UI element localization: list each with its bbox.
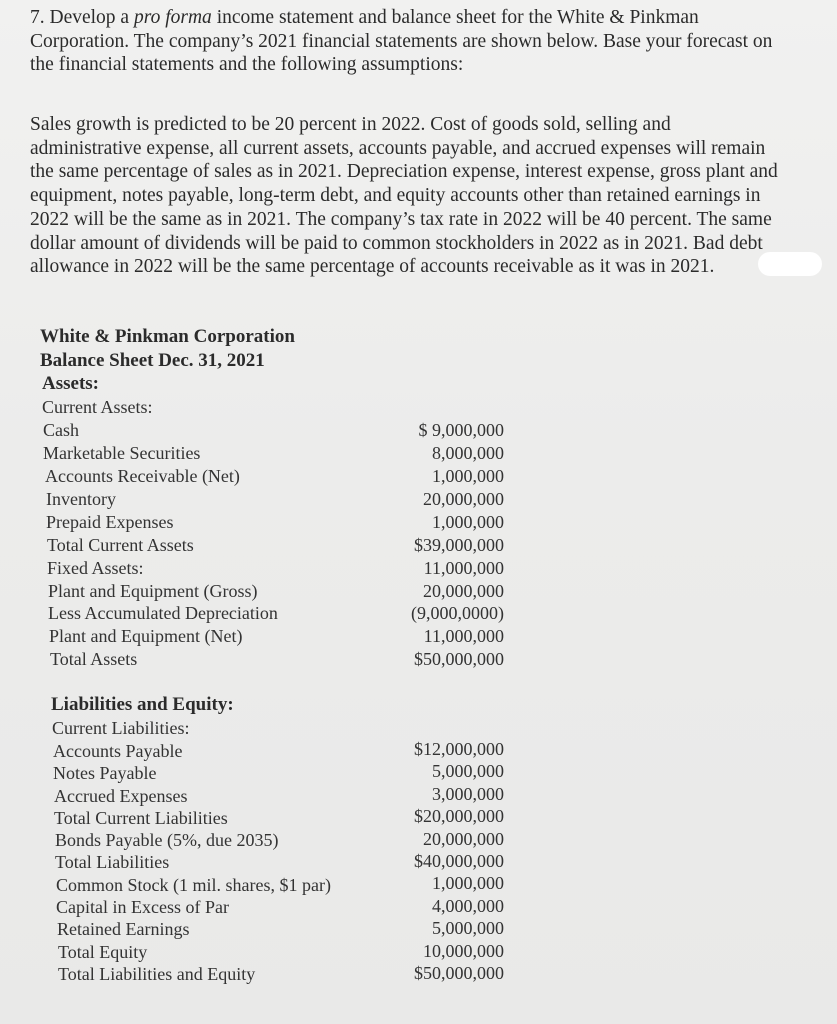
assumption-line: allowance in 2022 will be the same percentage of accounts receivable as it was in 2021. bbox=[30, 256, 715, 278]
liability-value: $12,000,000 bbox=[414, 739, 504, 759]
asset-value: (9,000,0000) bbox=[411, 603, 504, 623]
liability-value: $20,000,000 bbox=[414, 806, 504, 826]
intro-text-end: income statement and balance sheet for the White & Pinkman bbox=[211, 7, 699, 28]
intro-text-start: 7. Develop a bbox=[30, 7, 134, 28]
liability-label: Total Liabilities bbox=[55, 852, 170, 872]
liability-value: 5,000,000 bbox=[432, 918, 504, 938]
liability-label: Total Equity bbox=[58, 942, 148, 962]
asset-value: 20,000,000 bbox=[423, 489, 504, 509]
balance-sheet-date: Balance Sheet Dec. 31, 2021 bbox=[40, 350, 265, 371]
redaction-blot bbox=[758, 252, 822, 276]
liability-label: Common Stock (1 mil. shares, $1 par) bbox=[56, 875, 331, 895]
asset-value: 1,000,000 bbox=[432, 512, 504, 532]
liability-label: Notes Payable bbox=[53, 763, 157, 783]
liability-value: 10,000,000 bbox=[423, 941, 504, 961]
assets-heading: Assets: bbox=[42, 373, 99, 394]
company-name: White & Pinkman Corporation bbox=[40, 326, 295, 347]
liability-value: 3,000,000 bbox=[432, 784, 504, 804]
asset-label: Accounts Receivable (Net) bbox=[45, 466, 240, 486]
liability-label: Accrued Expenses bbox=[54, 786, 188, 806]
assumption-line: equipment, notes payable, long-term debt, and equity accounts other than retained earnings in bbox=[30, 185, 761, 207]
liability-label: Retained Earnings bbox=[57, 919, 190, 939]
asset-label: Plant and Equipment (Net) bbox=[49, 626, 243, 646]
liability-value: 20,000,000 bbox=[423, 829, 504, 849]
asset-label: Inventory bbox=[46, 489, 116, 509]
problem-assumptions bbox=[30, 113, 820, 279]
liability-label: Total Current Liabilities bbox=[54, 808, 228, 828]
asset-label: Less Accumulated Depreciation bbox=[48, 603, 278, 623]
intro-line: the financial statements and the following assumptions: bbox=[30, 54, 464, 75]
liability-value: $40,000,000 bbox=[414, 851, 504, 871]
assumption-line: dollar amount of dividends will be paid to common stockholders in 2022 as in 2021. Bad debt bbox=[30, 232, 763, 254]
intro-line: Corporation. The company’s 2021 financial statements are shown below. Base your forecast on bbox=[30, 30, 773, 52]
asset-value: 11,000,000 bbox=[423, 626, 504, 646]
asset-label: Marketable Securities bbox=[43, 443, 201, 463]
assumption-line: Sales growth is predicted to be 20 percent in 2022. Cost of goods sold, selling and bbox=[30, 114, 671, 135]
asset-label: Fixed Assets: bbox=[47, 558, 144, 578]
liability-label: Current Liabilities: bbox=[52, 718, 190, 738]
asset-value: $50,000,000 bbox=[414, 649, 504, 669]
assumption-line: the same percentage of sales as in 2021. Depreciation expense, interest expense, gross plant and bbox=[30, 161, 778, 183]
asset-label: Total Current Assets bbox=[47, 535, 194, 555]
liability-label: Accounts Payable bbox=[53, 741, 183, 761]
liability-value: 1,000,000 bbox=[432, 873, 504, 893]
liability-value: 4,000,000 bbox=[432, 896, 504, 916]
liability-label: Capital in Excess of Par bbox=[56, 897, 229, 917]
asset-value: $39,000,000 bbox=[414, 535, 504, 555]
asset-label: Total Assets bbox=[50, 649, 138, 669]
asset-value: 1,000,000 bbox=[432, 466, 504, 486]
asset-label: Prepaid Expenses bbox=[46, 512, 174, 532]
liabilities-heading: Liabilities and Equity: bbox=[51, 694, 234, 715]
liability-value: $50,000,000 bbox=[414, 963, 504, 983]
asset-value: $ 9,000,000 bbox=[418, 420, 504, 440]
liability-value: 5,000,000 bbox=[432, 761, 504, 781]
intro-italic-term: pro forma bbox=[133, 7, 212, 28]
asset-label: Cash bbox=[43, 420, 79, 440]
problem-intro bbox=[30, 6, 830, 77]
asset-value: 11,000,000 bbox=[423, 558, 504, 578]
asset-value: 8,000,000 bbox=[432, 443, 504, 463]
liability-label: Total Liabilities and Equity bbox=[58, 964, 256, 984]
assumption-line: administrative expense, all current assets, accounts payable, and accrued expenses will remain bbox=[30, 137, 766, 159]
asset-value: 20,000,000 bbox=[423, 581, 504, 601]
asset-label: Plant and Equipment (Gross) bbox=[48, 581, 258, 601]
assumption-line: 2022 will be the same as in 2021. The company’s tax rate in 2022 will be 40 percent. The same bbox=[30, 208, 772, 230]
asset-label: Current Assets: bbox=[42, 397, 153, 417]
liability-label: Bonds Payable (5%, due 2035) bbox=[55, 830, 279, 850]
